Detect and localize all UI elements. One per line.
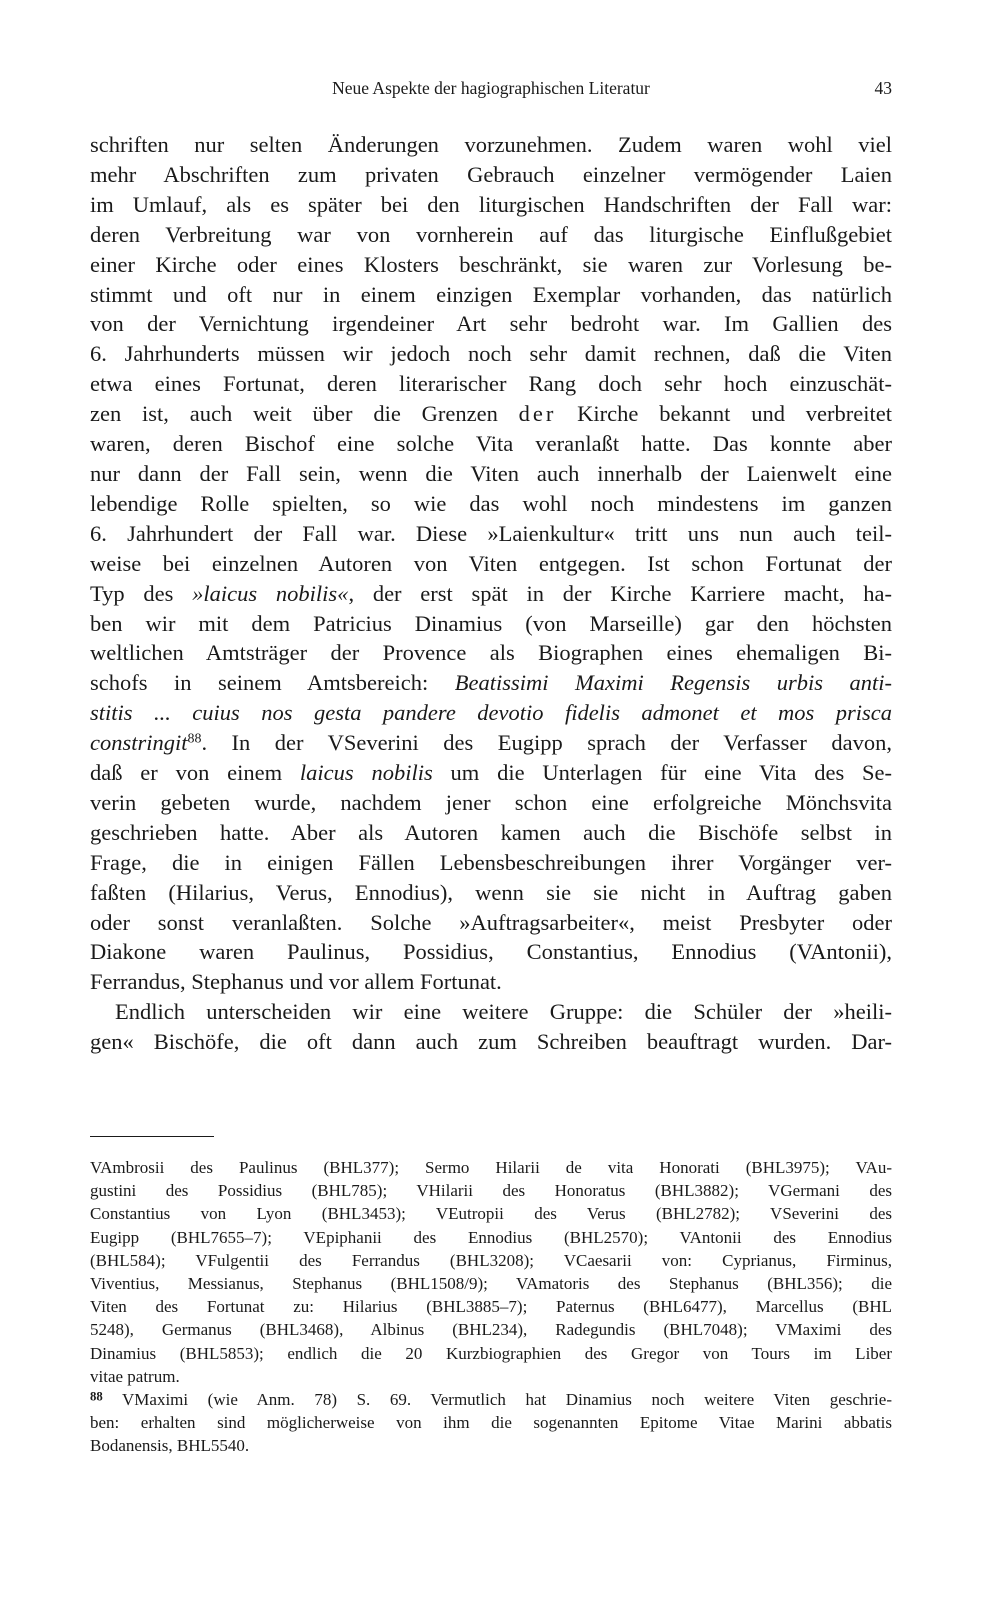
footnote-text: VMaximi (wie Anm. 78) S. 69. Vermutlich hat Dinamius noch weitere Viten geschrie- xyxy=(102,1390,892,1410)
footnote-line: 5248), Germanus (BHL3468), Albinus (BHL234), Radegundis (BHL7048); VMaximi des xyxy=(90,1320,892,1340)
text-line: 6. Jahrhundert der Fall war. Diese »Laienkultur« tritt uns nun auch teil- xyxy=(90,520,892,546)
footnote-line: vitae patrum. xyxy=(90,1366,180,1386)
text-segment: schofs in seinem Amtsbereich: xyxy=(90,670,455,696)
text-line: schriften nur selten Änderungen vorzunehmen. Zudem waren wohl viel xyxy=(90,132,892,157)
text-line xyxy=(90,399,892,429)
latin-quotation: Beatissimi Maximi Regensis urbis anti- xyxy=(454,670,892,696)
footnote-line: Bodanensis, BHL5540. xyxy=(90,1436,250,1456)
text-segment: daß er von einem xyxy=(90,760,300,786)
footnote-reference: 88 xyxy=(187,731,202,747)
text-segment: um die Unterlagen für eine Vita des Se- xyxy=(432,760,892,786)
text-line: im Umlauf, als es später bei den liturgischen Handschriften der Fall war: xyxy=(90,191,892,217)
footnote-line: gustini des Possidius (BHL785); VHilarii des Honoratus (BHL3882); VGermani des xyxy=(90,1181,892,1201)
page-number: 43 xyxy=(874,78,892,98)
footnotes xyxy=(90,1156,892,1458)
text-segment: Typ des xyxy=(90,580,193,606)
latin-quotation: stitis ... cuius nos gesta pandere devotio fidelis admonet et mos prisca xyxy=(90,700,892,726)
text-line: geschrieben hatte. Aber als Autoren kamen auch die Bischöfe selbst in xyxy=(90,819,892,845)
text-line: von der Vernichtung irgendeiner Art sehr bedroht war. Im Gallien des xyxy=(90,311,892,337)
text-line: verin gebeten wurde, nachdem jener schon eine erfolgreiche Mönchsvita xyxy=(90,789,892,815)
text-line: weise bei einzelnen Autoren von Viten entgegen. Ist schon Fortunat der xyxy=(90,550,892,576)
footnote-88 xyxy=(90,1388,892,1411)
text-line: weltlichen Amtsträger der Provence als Biographen eines ehemaligen Bi- xyxy=(90,640,892,666)
text-line: mehr Abschriften zum privaten Gebrauch einzelner vermögender Laien xyxy=(90,161,892,187)
text-line: ben wir mit dem Patricius Dinamius (von Marseille) gar den höchsten xyxy=(90,610,892,636)
text-line xyxy=(90,758,892,788)
text-line: waren, deren Bischof eine solche Vita veranlaßt hatte. Das konnte aber xyxy=(90,431,892,457)
footnote-line: (BHL584); VFulgentii des Ferrandus (BHL3208); VCaesarii von: Cyprianus, Firminus, xyxy=(90,1250,892,1270)
text-line: 6. Jahrhunderts müssen wir jedoch noch sehr damit rechnen, daß die Viten xyxy=(90,341,892,367)
text-line xyxy=(90,579,892,609)
footnote-line: Viventius, Messianus, Stephanus (BHL1508/9); VAmatoris des Stephanus (BHL356); die xyxy=(90,1274,892,1294)
footnote-divider xyxy=(90,1136,214,1137)
footnote-line: Dinamius (BHL5853); endlich die 20 Kurzbiographien des Gregor von Tours im Liber xyxy=(90,1343,892,1363)
italic-term: laicus nobilis xyxy=(299,760,433,786)
text-line: lebendige Rolle spielten, so wie das wohl noch mindestens im ganzen xyxy=(90,490,892,516)
text-line: Frage, die in einigen Fällen Lebensbeschreibungen ihrer Vorgänger ver- xyxy=(90,849,892,875)
spaced-emphasis: der xyxy=(518,401,557,427)
text-segment: . In der VSeverini des Eugipp sprach der Verfasser davon, xyxy=(201,730,892,756)
running-head xyxy=(90,78,892,104)
footnote-line: ben: erhalten sind möglicherweise von ihm die sogenannten Epitome Vitae Marini abbatis xyxy=(90,1413,892,1433)
text-line xyxy=(90,698,892,728)
footnote-line: VAmbrosii des Paulinus (BHL377); Sermo Hilarii de vita Honorati (BHL3975); VAu- xyxy=(90,1158,892,1177)
text-line xyxy=(90,668,892,698)
text-segment: Kirche bekannt und verbreitet xyxy=(556,401,892,427)
text-line: Ferrandus, Stephanus und vor allem Fortunat. xyxy=(90,969,502,995)
text-line: stimmt und oft nur in einem einzigen Exemplar vorhanden, das natürlich xyxy=(90,281,892,307)
footnote-line: Constantius von Lyon (BHL3453); VEutropii des Verus (BHL2782); VSeverini des xyxy=(90,1204,892,1224)
text-segment: zen ist, auch weit über die Grenzen xyxy=(90,401,519,427)
footnote-line: Viten des Fortunat zu: Hilarius (BHL3885–7); Paternus (BHL6477), Marcellus (BHL xyxy=(90,1297,892,1317)
text-line: faßten (Hilarius, Verus, Ennodius), wenn sie sie nicht in Auftrag gaben xyxy=(90,879,892,905)
text-line: Endlich unterscheiden wir eine weitere Gruppe: die Schüler der »heili- xyxy=(115,999,892,1025)
latin-quotation: constringit xyxy=(90,730,188,756)
footnote-number: 88 xyxy=(90,1389,103,1404)
text-segment: , der erst spät in der Kirche Karriere macht, ha- xyxy=(348,580,892,606)
italic-term: »laicus nobilis« xyxy=(192,580,349,606)
text-line xyxy=(90,728,892,758)
footnote-line: Eugipp (BHL7655–7); VEpiphanii des Ennodius (BHL2570); VAntonii des Ennodius xyxy=(90,1227,892,1247)
main-text xyxy=(90,130,892,1057)
text-line: einer Kirche oder eines Klosters beschränkt, sie waren zur Vorlesung be- xyxy=(90,251,892,277)
text-line: etwa eines Fortunat, deren literarischer Rang doch sehr hoch einzuschät- xyxy=(90,371,892,397)
running-title: Neue Aspekte der hagiographischen Literatur xyxy=(332,78,650,98)
text-line: nur dann der Fall sein, wenn die Viten auch innerhalb der Laienwelt eine xyxy=(90,460,892,486)
text-line: Diakone waren Paulinus, Possidius, Constantius, Ennodius (VAntonii), xyxy=(90,939,892,965)
text-line: gen« Bischöfe, die oft dann auch zum Schreiben beauftragt wurden. Dar- xyxy=(90,1029,892,1055)
text-line: deren Verbreitung war von vornherein auf das liturgische Einflußgebiet xyxy=(90,221,892,247)
text-line: oder sonst veranlaßten. Solche »Auftragsarbeiter«, meist Presbyter oder xyxy=(90,909,892,935)
